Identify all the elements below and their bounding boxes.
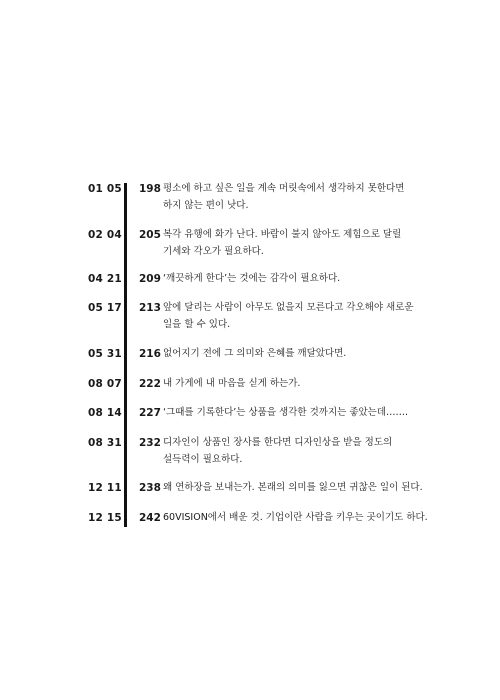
entry-page-number: 227 — [139, 407, 161, 419]
entry-page-number: 232 — [139, 437, 161, 449]
entry-page-number: 209 — [139, 273, 161, 285]
entry-text — [163, 404, 423, 421]
entry-page-number: 198 — [139, 183, 161, 195]
entry-text — [163, 434, 423, 468]
entry-text-line: 하지 않는 편이 낫다. — [163, 200, 249, 211]
entry-text-line: ‘그때를 기록한다’는 상품을 생각한 것까지는 좋았는데……. — [163, 407, 409, 418]
entry-date: 12 15 — [88, 512, 122, 524]
entry-page-number: 222 — [139, 378, 161, 390]
entry-page-number: 213 — [139, 302, 161, 314]
entry-text-line: ‘깨끗하게 한다’는 것에는 감각이 필요하다. — [163, 273, 341, 284]
entry-text-line: 일을 할 수 있다. — [163, 319, 231, 330]
entry-text — [163, 270, 423, 287]
entry-text — [163, 180, 423, 214]
entry-date: 08 07 — [88, 378, 122, 390]
entry-page-number: 205 — [139, 229, 161, 241]
entry-date: 12 11 — [88, 482, 122, 494]
entry-text-line: 설득력이 필요하다. — [163, 454, 243, 465]
entry-text-line: 내 가게에 내 마음을 싣게 하는가. — [163, 378, 301, 389]
entry-text-line: 없어지기 전에 그 의미와 은혜를 깨달았다면. — [163, 348, 347, 359]
entry-date: 05 17 — [88, 302, 122, 314]
entry-text-line: 왜 연하장을 보내는가. 본래의 의미를 잃으면 귀찮은 일이 된다. — [163, 482, 423, 493]
entry-page-number: 242 — [139, 512, 161, 524]
entry-text-line: 앞에 달리는 사람이 아무도 없을지 모른다고 각오해야 새로운 — [163, 302, 414, 313]
entry-date: 08 14 — [88, 407, 122, 419]
entry-text — [163, 479, 423, 496]
entry-date: 04 21 — [88, 273, 122, 285]
entry-date: 02 04 — [88, 229, 122, 241]
entry-date: 05 31 — [88, 348, 122, 360]
entry-page-number: 238 — [139, 482, 161, 494]
entry-text-line: 복각 유행에 화가 난다. 바람이 불지 않아도 제힘으로 달릴 — [163, 229, 402, 240]
entry-text — [163, 226, 423, 260]
entry-date: 01 05 — [88, 183, 122, 195]
timeline-rule — [124, 183, 127, 527]
entry-text-line: 60VISION에서 배운 것. 기업이란 사람을 키우는 곳이기도 하다. — [163, 512, 428, 523]
entry-page-number: 216 — [139, 348, 161, 360]
entry-text-line: 기세와 각오가 필요하다. — [163, 246, 264, 257]
entry-text — [163, 375, 423, 392]
entry-text — [163, 345, 423, 362]
entry-text-line: 디자인이 상품인 장사를 한다면 디자인상을 받을 정도의 — [163, 437, 393, 448]
entry-text-line: 평소에 하고 싶은 일을 계속 머릿속에서 생각하지 못한다면 — [163, 183, 405, 194]
entry-text — [163, 299, 423, 333]
entry-text — [163, 509, 428, 526]
entry-date: 08 31 — [88, 437, 122, 449]
